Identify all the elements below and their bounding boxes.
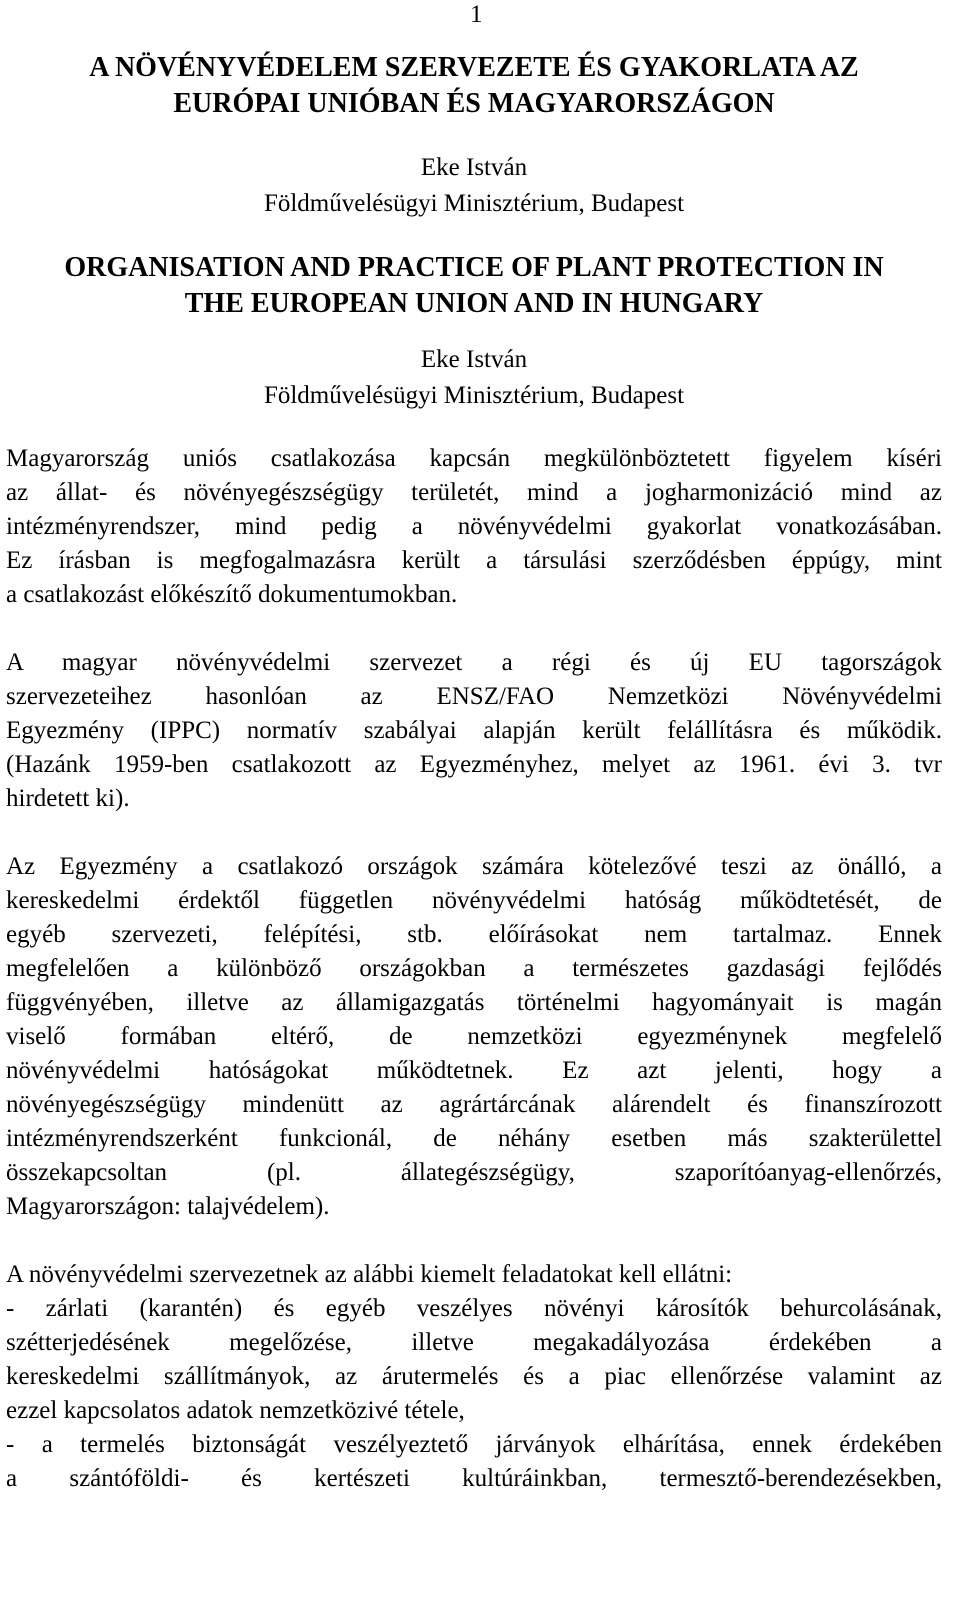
text-line: az állat- és növényegészségügy területét, mind a jogharmonizáció mind az xyxy=(6,479,942,506)
text-line: egyéb szervezeti, felépítési, stb. előírásokat nem tartalmaz. Ennek xyxy=(6,921,942,948)
text-line: intézményrendszerként funkcionál, de néhány esetben más szakterülettel xyxy=(6,1125,942,1152)
text-line: a szántóföldi- és kertészeti kultúráinkban, termesztő-berendezésekben, xyxy=(6,1465,942,1492)
text-line: Magyarországon: talajvédelem). xyxy=(6,1193,330,1220)
title-hungarian xyxy=(34,50,914,122)
author-name: Eke István xyxy=(420,154,528,181)
title-line: ORGANISATION AND PRACTICE OF PLANT PROTECTION IN xyxy=(64,252,884,283)
text-line: a csatlakozást előkészítő dokumentumokban. xyxy=(6,581,458,608)
text-line: Egyezmény (IPPC) normatív szabályai alapján került felállításra és működik. xyxy=(6,717,942,744)
text-line: függvényében, illetve az államigazgatás történelmi hagyományait is magán xyxy=(6,989,942,1016)
text-line: szervezeteihez hasonlóan az ENSZ/FAO Nemzetközi Növényvédelmi xyxy=(6,683,942,710)
text-line: kereskedelmi szállítmányok, az árutermelés és a piac ellenőrzése valamint az xyxy=(6,1363,942,1390)
paragraph-4 xyxy=(6,1258,942,1496)
title-line: A NÖVÉNYVÉDELEM SZERVEZETE ÉS GYAKORLATA AZ xyxy=(89,52,859,83)
page-number: 1 xyxy=(470,1,483,28)
author-affiliation: Földművelésügyi Minisztérium, Budapest xyxy=(263,382,685,409)
text-line: növényvédelmi hatóságokat működtetnek. Ez azt jelenti, hogy a xyxy=(6,1057,942,1084)
text-line: A növényvédelmi szervezetnek az alábbi kiemelt feladatokat kell ellátni: xyxy=(6,1261,733,1288)
paragraph-2 xyxy=(6,646,942,816)
author-block-english xyxy=(6,342,942,414)
document-body xyxy=(6,50,942,1496)
text-line: - zárlati (karantén) és egyéb veszélyes növényi károsítók behurcolásának, xyxy=(6,1295,942,1322)
text-line: (Hazánk 1959-ben csatlakozott az Egyezményhez, melyet az 1961. évi 3. tvr xyxy=(6,751,942,778)
author-affiliation: Földművelésügyi Minisztérium, Budapest xyxy=(263,190,685,217)
author-block-hungarian xyxy=(6,150,942,222)
text-line: Az Egyezmény a csatlakozó országok számára kötelezővé teszi az önálló, a xyxy=(6,853,942,880)
text-line: Ez írásban is megfogalmazásra került a társulási szerződésben éppúgy, mint xyxy=(6,547,942,574)
text-line: intézményrendszer, mind pedig a növényvédelmi gyakorlat vonatkozásában. xyxy=(6,513,942,540)
text-line: A magyar növényvédelmi szervezet a régi és új EU tagországok xyxy=(6,649,942,676)
author-name: Eke István xyxy=(420,346,528,373)
title-english xyxy=(34,250,914,322)
text-line: szétterjedésének megelőzése, illetve megakadályozása érdekében a xyxy=(6,1329,942,1356)
text-line: megfelelően a különböző országokban a természetes gazdasági fejlődés xyxy=(6,955,942,982)
text-line: ezzel kapcsolatos adatok nemzetközivé tétele, xyxy=(6,1397,465,1424)
text-line: növényegészségügy mindenütt az agrártárcának alárendelt és finanszírozott xyxy=(6,1091,942,1118)
paragraph-1 xyxy=(6,442,942,612)
text-line: hirdetett ki). xyxy=(6,785,130,812)
paragraph-3 xyxy=(6,850,942,1224)
text-line: kereskedelmi érdektől független növényvédelmi hatóság működtetését, de xyxy=(6,887,942,914)
text-line: - a termelés biztonságát veszélyeztető járványok elhárítása, ennek érdekében xyxy=(6,1431,942,1458)
title-line: EURÓPAI UNIÓBAN ÉS MAGYARORSZÁGON xyxy=(173,88,775,119)
text-line: Magyarország uniós csatlakozása kapcsán megkülönböztetett figyelem kíséri xyxy=(6,445,942,472)
text-line: összekapcsoltan (pl. állategészségügy, szaporítóanyag-ellenőrzés, xyxy=(6,1159,942,1186)
title-line: THE EUROPEAN UNION AND IN HUNGARY xyxy=(184,288,764,319)
text-line: viselő formában eltérő, de nemzetközi egyezménynek megfelelő xyxy=(6,1023,942,1050)
